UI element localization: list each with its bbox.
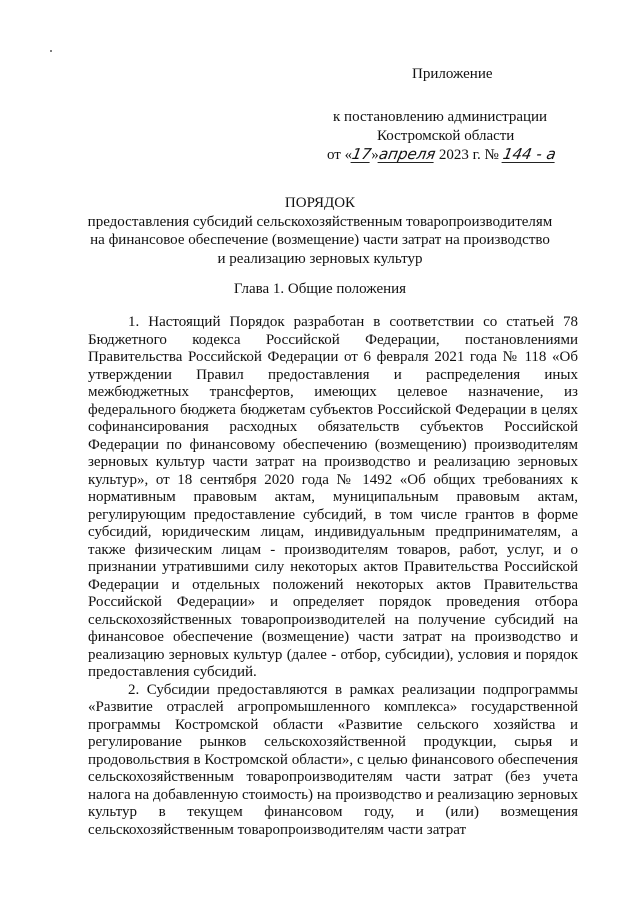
document-body [88,314,578,839]
appendix-line-2: Костромской области [377,128,515,144]
document-title-block [40,194,600,268]
document-title: ПОРЯДОК [284,195,356,211]
appendix-line-1: к постановлению администрации [333,109,548,125]
quote-close: » [371,147,379,163]
chapter-heading: Глава 1. Общие положения [233,281,407,297]
handwritten-number: 144 - а [501,145,558,163]
document-subtitle-line-1: предоставления субсидий сельскохозяйственным товаропроизводителям [87,213,553,230]
paragraph-1: 1. Настоящий Порядок разработан в соответствии со статьей 78 Бюджетного кодекса Российской Федерации, постановлениями Правительства Российской Федерации от 6 февраля 2021 года № 118 «Об утверждении Правил предоставления и распределения иных межбюджетных трансфертов, имеющих целевое назначение, из федерального бюджета бюджетам субъектов Российской Федерации в целях софинансирования расходных обязательств субъектов Российской Федерации по финансовому обеспечению (возмещению) производителям зерновых культур части затрат на производство и реализацию зерновых культур», от 18 сентября 2020 года № 1492 «Об общих требованиях к нормативным правовым актам, муниципальным правовым актам, регулирующим предоставление субсидий, в том числе грантов в форме субсидий, юридическим лицам, индивидуальным предпринимателям, а также физическим лицам - производителям товаров, работ, услуг, и о признании утратившими силу некоторых актов Правительства Российской Федерации и отдельных положений некоторых актов Правительства Российской Федерации» и определяет порядок проведения отбора сельскохозяйственных товаропроизводителей на получение субсидий на финансовое обеспечение (возмещение) части затрат на производство и реализацию зерновых культур (далее - отбор, субсидии), условия и порядок предоставления субсидий. [88,314,578,680]
document-subtitle-line-3: и реализацию зерновых культур [217,250,423,267]
appendix-title: Приложение [412,66,493,82]
year-text: 2023 г. № [438,147,499,163]
paragraph-2: 2. Субсидии предоставляются в рамках реализации подпрограммы «Развитие отраслей агропромышленного комплекса» государственной программы Костромской области «Развитие сельского хозяйства и регулирование рынков сельскохозяйственной продукции, сырья и продовольствия в Костромской области», с целью финансового обеспечения сельскохозяйственным товаропроизводителям части затрат (без учета налога на добавленную стоимость) на производство и реализацию зерновых культур в текущем финансовом году, и (или) возмещения сельскохозяйственным товаропроизводителям части затрат [88,681,578,838]
handwritten-day: 17 [350,145,373,163]
document-subtitle-line-2: на финансовое обеспечение (возмещение) части затрат на производство [90,232,550,248]
scan-speck [50,50,52,52]
date-prefix: от « [327,147,353,163]
appendix-date-line [327,145,558,164]
handwritten-month: апреля [377,145,437,163]
